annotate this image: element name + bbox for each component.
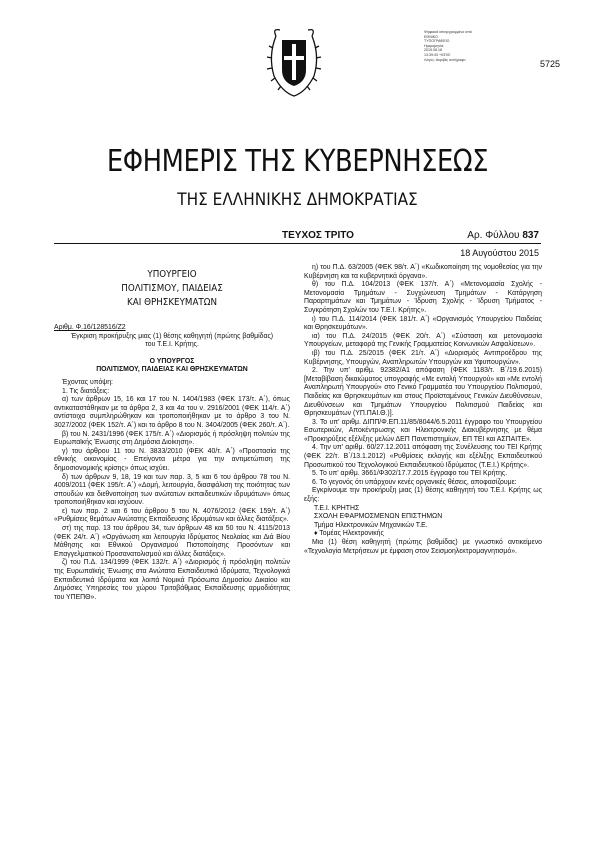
paragraph: ι) του Π.Δ. 114/2014 (ΦΕΚ 181/τ. Α΄) «Οργανισμός Υπουργείου Παιδείας και Θρησκευμάτων».: [304, 315, 542, 332]
school-line: ΣΧΟΛΗ ΕΦΑΡΜΟΣΜΕΝΩΝ ΕΠΙΣΤΗΜΩΝ: [314, 513, 443, 521]
paragraph: Μια (1) θέση καθηγητή (πρώτης βαθμίδας) με γνωστικό αντικείμενο «Τεχνολογία Μετρήσεων με έμφαση στον Σεισμοηλεκτρομαγνητισμό».: [304, 539, 542, 555]
sector-line: ♦ Τομέας Ηλεκτρονικής: [314, 530, 384, 538]
paragraph: γ) του άρθρου 11 του Ν. 3833/2010 (ΦΕΚ 40/τ. Α΄) «Προστασία της εθνικής οικονομίας - Επείγοντα μέτρα για την αντιμετώπιση της δημοσιονομικής κρίσης» όπως ισχύει.: [54, 447, 290, 472]
paragraph: 1. Τις διατάξεις:: [62, 387, 110, 395]
paragraph: 5. Το υπ' αριθμ. 3661/Φ302/17.7.2015 έγγραφο του ΤΕΙ Κρήτης.: [312, 470, 508, 478]
paragraph: Εγκρίνουμε την προκήρυξη μιας (1) θέσης καθηγητή του Τ.Ε.Ι. Κρήτης ως εξής:: [304, 487, 542, 504]
digital-signature-stamp: Ψηφιακά υπογεγραμμένο από ΕΘΝΙΚΟ ΤΥΠΟΓΡΑΦΕΙΟ Ημερομηνία: 2015.08.18 13:39:43 +03'00' Λόγος: Ακριβές αντίγραφο: [424, 30, 472, 62]
decision-reference: Αριθμ. Φ.16/128516/Ζ2: [54, 324, 126, 331]
right-column: [304, 264, 542, 556]
page-number: 5725: [540, 59, 561, 69]
paragraph: δ) των άρθρων 9, 18, 19 και των παρ. 3, 5 και 6 του άρθρου 78 του Ν. 4009/2011 (ΦΕΚ 195/τ. Α΄) «Δομή, λειτουργία, διασφάλιση της ποιότητας των σπουδών και διεθνοποίηση των ανώτατων εκπαιδευτικών ιδρυμάτων» όπως τροποποιήθηκαν και ισχύουν.: [54, 473, 290, 507]
paragraph: ε) των παρ. 2 και 6 του άρθρου 5 του Ν. 4076/2012 (ΦΕΚ 159/τ. Α΄) «Ρυθμίσεις θεμάτων Ανώτατης Εκπαίδευσης Ιδρυμάτων και άλλες διατάξεις».: [54, 507, 290, 524]
paragraph: α) των άρθρων 15, 16 και 17 του Ν. 1404/1983 (ΦΕΚ 173/τ. Α΄), όπως αντικαταστάθηκαν με τα άρθρα 2, 3 και 4α του ν. 2916/2001 (ΦΕΚ 114/τ. Α΄) αντίστοιχα συμπληρώθηκαν και τροποποιήθηκαν με το άρθρο 3 του Ν. 3027/2002 (ΦΕΚ 152/τ. Α΄) και το άρθρο 8 του Ν. 3404/2005 (ΦΕΚ 260/τ. Α΄).: [54, 396, 290, 429]
sheet-number: [467, 230, 539, 241]
paragraph: 4. Την υπ' αριθμ. 60/27.12.2011 απόφαση της Συνέλευσης του ΤΕΙ Κρήτης (ΦΕΚ 22/τ. Β΄/13.1.2012) «Ρυθμίσεις εκλογής και εξέλιξης Εκπαιδευτικού Προσωπικού του Τεχνολογικού Εκπαιδευτικού Ιδρύματος (Τ.Ε.Ι.) Κρήτης».: [304, 444, 542, 469]
paragraph: ζ) του Π.Δ. 134/1999 (ΦΕΚ 132/τ. Α΄) «Διορισμός ή πρόσληψη πολιτών της Ευρωπαϊκής Ένωσης στα Ανώτατα Εκπαιδευτικά Ιδρύματα, Τεχνολογικά Εκπαιδευτικά Ιδρύματα και λοιπά Νομικά Πρόσωπα Δημοσίου Δικαίου και Δημόσιες Υπηρεσίες του χώρου Τριτοβάθμιας Εκπαίδευσης αρμοδιότητας του ΥΠΕΠΘ».: [54, 559, 290, 601]
minister-heading: Ο ΥΠΟΥΡΓΟΣ ΠΟΛΙΤΙΣΜΟΥ, ΠΑΙΔΕΙΑΣ ΚΑΙ ΘΡΗΣΚΕΥΜΑΤΩΝ: [96, 357, 248, 374]
header-divider: [54, 243, 541, 244]
decision-subject: Έγκριση προκήρυξης μιας (1) θέσης καθηγητή (πρώτης βαθμίδας) του Τ.Ε.Ι. Κρήτης.: [70, 332, 274, 349]
issue-series: ΤΕΥΧΟΣ ΤΡΙΤΟ: [282, 230, 354, 241]
gazette-subtitle: ΤΗΣ ΕΛΛΗΝΙΚΗΣ ΔΗΜΟΚΡΑΤΙΑΣ: [177, 190, 418, 210]
greek-coat-of-arms-emblem: [264, 26, 324, 98]
gazette-title: ΕΦΗΜΕΡΙΣ ΤΗΣ ΚΥΒΕΡΝΗΣΕΩΣ: [106, 144, 489, 179]
paragraph: β) του Ν. 2431/1996 (ΦΕΚ 175/τ. Α΄) «Διορισμός ή πρόσληψη πολιτών της Ευρωπαϊκής Ένωσης στη Δημόσια Διοίκηση».: [54, 430, 290, 447]
sheet-number-value: 837: [522, 230, 539, 241]
paragraph: 3. Το υπ' αριθμ. ΔΙΠΠ/Φ.ΕΠ.11/85/8044/6.5.2011 έγγραφο του Υπουργείου Εσωτερικών, Αποκέντρωσης και Ηλεκτρονικής Διακυβέρνησης με θέμα «Προκηρύξεις εξέλιξης μελών ΔΕΠ Πανεπιστημίων, ΕΠ ΤΕΙ και ΑΣΠΑΙΤΕ».: [304, 418, 542, 443]
paragraph: 2. Την υπ' αριθμ. 92382/Α1 απόφαση (ΦΕΚ 1183/τ. Β΄/19.6.2015) [Μεταβίβαση δικαιώματος υπογραφής «Με εντολή Υπουργού» και «Με εντολή Αναπληρωτή Υπουργού» στο Γενικό Γραμματέα του Υπουργείου Πολιτισμού, Παιδείας και Θρησκευμάτων και στους Προϊσταμένους Γενικών Διευθύνσεων, Διευθύνσεων και Τμημάτων Υπουργείου Πολιτισμού Παιδείας και Θρησκευμάτων (ΥΠ.ΠΑΙ.Θ.)].: [304, 367, 542, 418]
institution-line: Τ.Ε.Ι. ΚΡΗΤΗΣ: [314, 504, 360, 512]
paragraph: Έχοντας υπόψη:: [62, 378, 113, 386]
paragraph: η) του Π.Δ. 63/2005 (ΦΕΚ 98/τ. Α΄) «Κωδικοποίηση της νομοθεσίας για την Κυβέρνηση και τα κυβερνητικά όργανα».: [304, 264, 542, 280]
paragraph: 6. Το γεγονός ότι υπάρχουν κενές οργανικές θέσεις, αποφασίζουμε:: [312, 478, 517, 486]
ministry-heading: ΥΠΟΥΡΓΕΙΟ ΠΟΛΙΤΙΣΜΟΥ, ΠΑΙΔΕΙΑΣ ΚΑΙ ΘΡΗΣΚΕΥΜΑΤΩΝ: [121, 269, 223, 308]
left-column: [54, 264, 290, 602]
department-line: Τμήμα Ηλεκτρονικών Μηχανικών Τ.Ε.: [314, 521, 428, 529]
issue-date: 18 Αυγούστου 2015: [460, 248, 539, 258]
paragraph: στ) της παρ. 13 του άρθρου 34, των άρθρων 48 και 50 του Ν. 4115/2013 (ΦΕΚ 24/τ. Α΄) «Οργάνωση και λειτουργία Ιδρύματος Νεολαίας και Διά Βίου Μάθησης και Εθνικού Οργανισμού Πιστοποίησης Προσόντων και Επαγγελματικού Προσανατολισμού και άλλες διατάξεις».: [54, 525, 290, 558]
paragraph: ια) του Π.Δ. 24/2015 (ΦΕΚ 20/τ. Α΄) «Σύσταση και μετονομασία Υπουργείων, μεταφορά της Γενικής Γραμματείας Κοινωνικών Ασφαλίσεων».: [304, 332, 542, 349]
sheet-label: Αρ. Φύλλου: [467, 230, 520, 241]
paragraph: ιβ) του Π.Δ. 25/2015 (ΦΕΚ 21/τ. Α΄) «Διορισμός Αντιπροέδρου της Κυβέρνησης, Υπουργών, Αναπληρωτών Υπουργών και Υφυπουργών».: [304, 349, 542, 366]
paragraph: θ) του Π.Δ. 104/2013 (ΦΕΚ 137/τ. Α΄) «Μετονομασία Σχολής - Μετονομασία Τμημάτων - Συγχώνευση Τμημάτων - Κατάργηση Παραρτημάτων και Τμημάτων - Ίδρυση Σχολής - Ίδρυση Τμήματος - Συγκρότηση Σχολών του Τ.Ε.Ι. Κρήτης».: [304, 281, 542, 314]
